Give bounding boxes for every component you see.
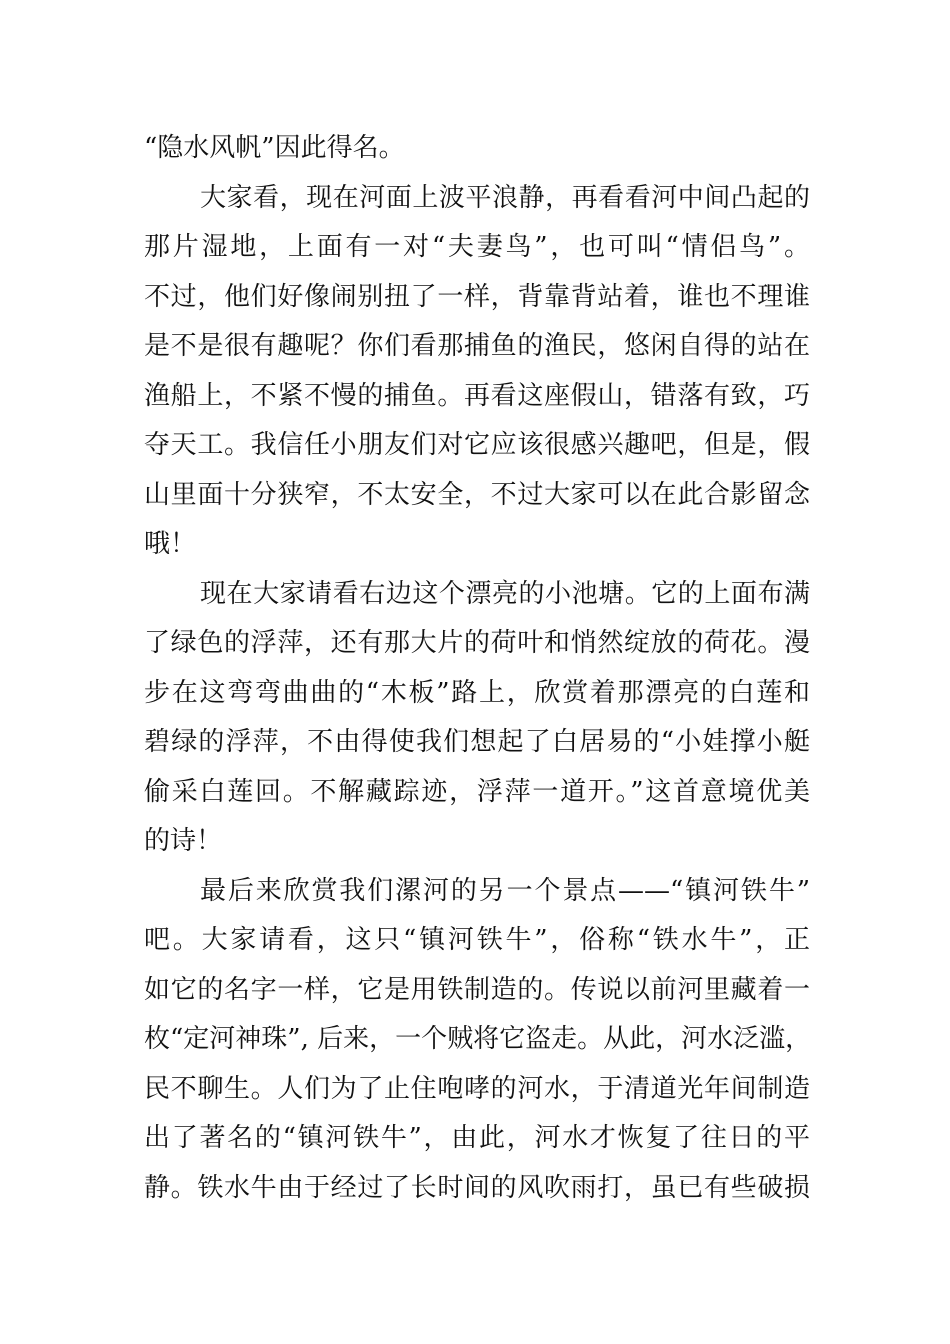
text-line: 了绿色的浮萍，还有那大片的荷叶和悄然绽放的荷花。漫 <box>144 628 810 658</box>
text-line: 静。铁水牛由于经过了长时间的风吹雨打，虽已有些破损 <box>144 1172 810 1203</box>
text-line: 如它的名字一样，它是用铁制造的。传说以前河里藏着一 <box>144 974 810 1005</box>
text-line: 枚“定河神珠”, 后来，一个贼将它盗走。从此，河水泛滥， <box>144 1024 812 1054</box>
text-line: 渔船上，不紧不慢的捕鱼。再看这座假山，错落有致，巧 <box>144 380 810 411</box>
text-line: 是不是很有趣呢？你们看那捕鱼的渔民，悠闲自得的站在 <box>144 331 810 361</box>
text-line: 山里面十分狭窄，不太安全，不过大家可以在此合影留念 <box>144 479 810 510</box>
text-line: 碧绿的浮萍，不由得使我们想起了白居易的“小娃撑小艇 <box>144 727 810 757</box>
text-line: 的诗！ <box>144 826 223 856</box>
text-line: 吧。大家请看，这只“镇河铁牛”，俗称“铁水牛”，正 <box>144 925 810 955</box>
text-line: 步在这弯弯曲曲的“木板”路上，欣赏着那漂亮的白莲和 <box>144 677 810 708</box>
paragraph-start-line: 现在大家请看右边这个漂亮的小池塘。它的上面布满 <box>200 578 810 609</box>
text-line: 偷采白莲回。不解藏踪迹，浮萍一道开。”这首意境优美 <box>144 776 810 807</box>
text-line: 出了著名的“镇河铁牛”，由此，河水才恢复了往日的平 <box>144 1123 810 1153</box>
text-line: 民不聊生。人们为了止住咆哮的河水，于清道光年间制造 <box>144 1073 810 1104</box>
paragraph-start-line: 大家看，现在河面上波平浪静，再看看河中间凸起的 <box>200 182 810 213</box>
document-page <box>144 124 810 1213</box>
text-line: 不过，他们好像闹别扭了一样，背靠背站着，谁也不理谁 <box>144 281 810 312</box>
paragraph-start-line: 最后来欣赏我们漯河的另一个景点——“镇河铁牛” <box>200 875 810 906</box>
text-line: 夺天工。我信任小朋友们对它应该很感兴趣吧，但是，假 <box>144 430 810 460</box>
text-line: 哦！ <box>144 529 197 559</box>
text-line: 那片湿地，上面有一对“夫妻鸟”，也可叫“情侣鸟”。 <box>144 232 810 262</box>
text-line: “隐水风帆”因此得名。 <box>144 133 405 163</box>
